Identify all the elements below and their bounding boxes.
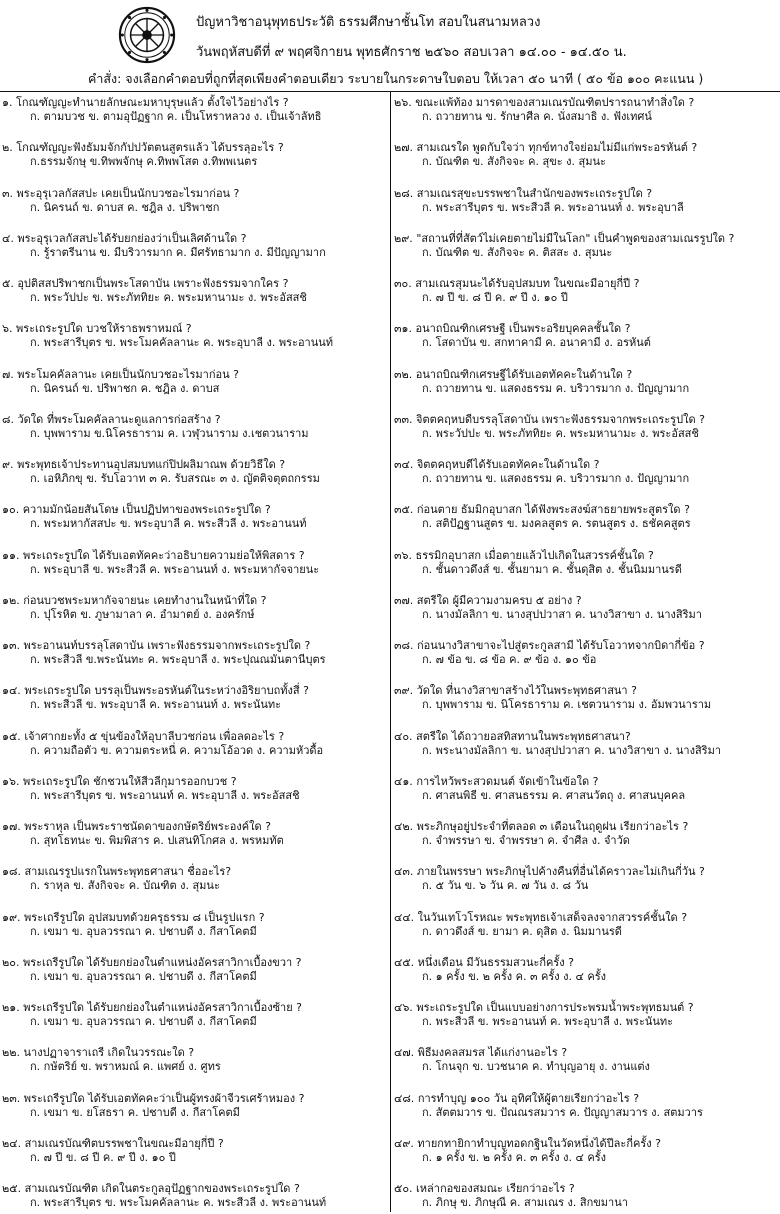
question-text: พิธีมงคลสมรส ได้แก่งานอะไร ? [417,1046,568,1060]
question-text: หนึ่งเดือน มีวันธรรมสวนะกี่ครั้ง ? [417,955,575,969]
question-text: ก่อนนางวิสาขาจะไปสู่ตระกูลสามี ได้รับโอวาทจากบิดากี่ข้อ ? [417,639,705,652]
answer-options: ก. พระสารีบุตร ข. พระโมคคัลลานะ ค. พระสีวลี ง. พระอานนท์ [30,1196,327,1209]
question-text-line [394,187,780,201]
question-item [394,1001,780,1029]
question-number: ๗. [2,367,14,381]
question-text-line [2,911,388,925]
question-item [394,141,780,169]
question-text-line [2,865,388,879]
question-number: ๓๑. [394,322,412,336]
question-number: ๔. [2,231,14,245]
question-number: ๖. [2,322,13,336]
question-number: ๓๖. [394,548,412,562]
question-number: ๔๒. [394,820,414,833]
exam-title: ปัญหาวิชาอนุพุทธประวัติ ธรรมศึกษาชั้นโท สอบในสนามหลวง [196,15,541,30]
question-text: พระเถรีรูปใด ได้รับเอตทัคคะว่าเป็นผู้ทรงผ้าจีวรเศร้าหมอง ? [23,1091,305,1105]
question-text: อุปติสสปริพาชกเป็นพระโสดาบัน เพราะฟังธรรมจากใคร ? [17,277,289,290]
question-text: ก่อนบวชพระมหากัจจายนะ เคยทำงานในหน้าที่ใด ? [23,593,267,607]
answer-options: ก. พระสีวลี ข.พระนันทะ ค. พระอุบาลี ง. พระปุณณมันตานีบุตร [30,653,326,666]
answer-options: ก. สุทโธทนะ ข. พิมพิสาร ค. ปเสนทิโกศล ง. พรหมทัต [30,834,284,847]
question-text: ในวันเทโวโรหณะ พระพุทธเจ้าเสด็จลงจากสวรรค์ชั้นใด ? [417,910,688,924]
question-item [394,820,780,848]
question-text-line [394,1001,780,1015]
question-text: พระพุทธเจ้าประทานอุปสมบทแก่ปิปผลิมาณพ ด้วยวิธีใด ? [17,458,286,471]
question-item [2,911,388,939]
answer-options: ก. นิครนถ์ ข. ดาบส ค. ชฎิล ง. ปริพาชก [30,200,220,214]
answer-options: ก. จำพรรษา ข. จำพรรษา ค. จำศีล ง. จำวัด [422,834,630,847]
answer-options: ก. นางมัลลิกา ข. นางสุปปวาสา ค. นางวิสาขา ง. นางสิริมา [422,607,702,621]
question-item [2,277,388,305]
answer-options: ก. บัณฑิต ข. สังกิจจะ ค. สุขะ ง. สุมนะ [422,155,606,169]
question-number: ๑๓. [2,639,20,652]
question-number: ๓๐. [394,277,412,290]
question-item [394,775,780,803]
question-item [2,549,388,577]
answer-options: ก. กษัตริย์ ข. พราหมณ์ ค. แพศย์ ง. ศูทร [30,1060,221,1074]
question-text-line [2,1001,388,1015]
question-text-line [394,1137,780,1151]
answer-options: ก. พระสีวลี ข. พระอานนท์ ค. พระอุบาลี ง. พระนันทะ [422,1015,674,1028]
answer-options: ก. พระวัปปะ ข. พระภัททิยะ ค. พระมหานามะ ง. พระอัสสชิ [422,426,699,440]
question-item [394,458,780,486]
question-text: พระเถรีรูปใด อุปสมบทด้วยครุธรรม ๘ เป็นรูปแรก ? [24,910,265,924]
question-number: ๔๖. [394,1001,413,1014]
question-text: สตรีใด ผู้มีความงามครบ ๕ อย่าง ? [416,593,582,607]
question-item [2,322,388,350]
question-number: ๓๒. [394,367,413,381]
question-number: ๔๐. [394,729,413,743]
answer-options: ก. สติปัฏฐานสูตร ข. มงคลสูตร ค. รตนสูตร ง. ธชัคคสูตร [422,517,691,531]
answer-options: ก. โกนจุก ข. บวชนาค ค. ทำบุญอายุ ง. งานแต่ง [422,1060,650,1074]
question-number: ๑๙. [2,910,21,924]
question-number: ๓๗. [394,593,414,607]
answer-options: ก. ๗ ข้อ ข. ๘ ข้อ ค. ๙ ข้อ ง. ๑๐ ข้อ [422,653,597,666]
answer-options: ก. พระนางมัลลิกา ข. นางสุปปวาสา ค. นางวิสาขา ง. นางสิริมา [422,743,722,757]
question-item [394,413,780,441]
question-item [394,232,780,260]
question-item [2,865,388,893]
question-text: อนาถบิณฑิกเศรษฐีได้รับเอตทัคคะในด้านใด ? [415,367,633,381]
question-text-line [394,1046,780,1060]
question-number: ๒๓. [2,1091,21,1105]
answer-options: ก. พระสีวลี ข. พระอุบาลี ค. พระอานนท์ ง. พระนันทะ [30,698,282,712]
question-number: ๒๐. [2,955,20,969]
question-number: ๑๐. [2,503,20,517]
question-item [2,820,388,848]
question-text-line [2,684,388,698]
question-item [2,775,388,803]
question-text: พระภิกษุอยู่ประจำที่ตลอด ๓ เดือนในฤดูฝน เรียกว่าอะไร ? [416,820,689,833]
question-text-line [394,458,780,472]
question-item [2,232,388,260]
answer-options: ก. พระวัปปะ ข. พระภัททิยะ ค. พระมหานามะ ง. พระอัสสชิ [30,291,307,304]
answer-options: ก. ถวายทาน ข. แสดงธรรม ค. บริวารมาก ง. ปัญญามาก [422,381,690,395]
question-text: โกณฑัญญะทำนายลักษณะมหาบุรุษแล้ว ตั้งใจไว้อย่างไร ? [15,96,289,109]
question-text: เจ้าศากยะทั้ง ๕ ขุ่นข้องให้อุบาลีบวชก่อน เพื่อลดอะไร ? [24,729,285,743]
answer-options: ก. ภิกษุ ข. ภิกษุณี ค. สามเณร ง. สิกขมานา [422,1196,628,1209]
question-number: ๑๒. [2,593,20,607]
question-item [394,1092,780,1120]
question-text-line [2,503,388,517]
question-number: ๔๙. [394,1136,414,1150]
question-number: ๑๖. [2,774,20,788]
question-item [394,730,780,758]
question-number: ๓๓. [394,412,413,426]
question-item [2,187,388,215]
question-text: เหล่ากอของสมณะ เรียกว่าอะไร ? [416,1182,575,1195]
question-text: ภายในพรรษา พระภิกษุไปค้างคืนที่อื่นได้คราวละไม่เกินกี่วัน ? [416,865,705,879]
question-text-line [2,458,388,472]
question-number: ๒๗. [394,141,414,155]
question-number: ๒๕. [2,1182,22,1195]
exam-instructions: คำสั่ง: จงเลือกคำตอบที่ถูกที่สุดเพียงคำตอบเดียว ระบายในกระดาษใบตอบ ให้เวลา ๕๐ นาที ( ๕๐ ข้อ ๑๐๐ คะแนน ) [88,71,704,86]
answer-options: ก. นิครนถ์ ข. ปริพาชก ค. ชฎิล ง. ดาบส [30,381,220,395]
answer-options: ก. พระอุบาลี ข. พระสีวลี ค. พระอานนท์ ง. พระมหากัจจายนะ [30,562,320,576]
question-item [2,1092,388,1120]
question-item [394,187,780,215]
question-text: ธรรมิกอุบาสก เมื่อตายแล้วไปเกิดในสวรรค์ชั้นใด ? [415,548,654,562]
question-number: ๔๕. [394,955,415,969]
question-text: พระเถรีรูปใด ได้รับยกย่องในตำแหน่งอัครสาวิกาเบื้องซ้าย ? [23,1001,302,1014]
question-item [394,639,780,667]
question-number: ๑๑. [2,548,20,562]
question-item [394,911,780,939]
question-text-line [2,1046,388,1060]
question-text-line [2,277,388,291]
question-number: ๔๗. [394,1046,415,1060]
question-item [394,96,780,124]
answer-options: ก. พระสารีบุตร ข. พระโมคคัลลานะ ค. พระอุบาลี ง. พระอานนท์ [30,336,334,350]
question-text: ความมักน้อยสันโดษ เป็นปฏิปทาของพระเถระรูปใด ? [22,503,271,517]
question-text: พระเถระรูปใด บรรลุเป็นพระอรหันต์ในระหว่างอิริยาบถทั้งสี่ ? [24,684,309,698]
question-text: สามเณรใด พูดกับใจว่า ทุกข์ทางใจย่อมไม่มีแก่พระอรหันต์ ? [416,141,698,155]
question-text: พระเถระรูปใด ได้รับเอตทัคคะว่าอธิบายความย่อให้พิสดาร ? [22,548,305,562]
answer-options: ก. ตามบวช ข. ตามอุปัฏฐาก ค. เป็นโหราหลวง ง. เป็นเจ้าลัทธิ [30,110,322,123]
question-number: ๓. [2,186,14,200]
question-text-line [394,684,780,698]
answer-options: ก.ธรรมจักษุ ข.ทิพพจักษุ ค.ทิพพโสต ง.ทิพพเนตร [30,155,258,169]
question-text: การไหว้พระสวดมนต์ จัดเข้าในข้อใด ? [416,774,599,788]
question-number: ๒๘. [394,186,414,200]
question-text: การทำบุญ ๑๐๐ วัน อุทิศให้ผู้ตายเรียกว่าอะไร ? [417,1091,640,1105]
question-item [394,277,780,305]
question-text-line [2,820,388,834]
question-number: ๒๒. [2,1046,20,1060]
question-text-line [2,1182,388,1196]
question-text: จิตตคฤหบดีได้รับเอตทัคคะในด้านใด ? [416,458,600,471]
answer-options: ก. เขมา ข. อุบลวรรณา ค. ปชาบดี ง. กีสาโคตมี [30,1015,257,1028]
answer-options: ก. เขมา ข. อุบลวรรณา ค. ปชาบดี ง. กีสาโคตมี [30,969,257,983]
question-number: ๒. [2,141,13,155]
answer-options: ก. ๕ วัน ข. ๖ วัน ค. ๗ วัน ง. ๘ วัน [422,879,589,893]
question-item [394,503,780,531]
question-item [2,96,388,124]
question-text: วัดใด ที่นางวิสาขาสร้างไว้ในพระพุทธศาสนา ? [416,684,637,698]
answer-options: ก. ชั้นดาวดึงส์ ข. ชั้นยามา ค. ชั้นดุสิต ง. ชั้นนิมมานรดี [422,562,682,576]
question-text-line [394,820,780,834]
question-item [394,1046,780,1074]
question-number: ๒๖. [394,96,412,109]
answer-options: ก. บุพพาราม ข. นิโครธาราม ค. เชตวนาราม ง. อัมพวนาราม [422,698,712,712]
question-number: ๓๔. [394,458,414,471]
question-text-line [394,503,780,517]
question-number: ๒๙. [394,231,413,245]
answer-options: ก. ดาวดึงส์ ข. ยามา ค. ดุสิต ง. นิมมานรดี [422,924,622,938]
question-item [394,865,780,893]
question-number: ๓๘. [394,639,414,652]
question-text-line [2,413,388,427]
answer-options: ก. พระสารีบุตร ข. พระสีวลี ค. พระอานนท์ ง. พระอุบาลี [422,200,684,214]
question-text-line [2,96,388,110]
answer-options: ก. ๗ ปี ข. ๘ ปี ค. ๙ ปี ง. ๑๐ ปี [422,291,568,304]
questions-column-right [394,96,780,1210]
question-number: ๓๙. [394,684,414,698]
question-text-line [394,368,780,382]
question-item [2,639,388,667]
answer-options: ก. เขมา ข. อุบลวรรณา ค. ปชาบดี ง. กีสาโคตมี [30,924,257,938]
answer-options: ก. พระสารีบุตร ข. พระอานนท์ ค. พระอุบาลี ง. พระอัสสชิ [30,788,300,802]
question-text: สามเณรสุขะบรรพชาในสำนักของพระเถระรูปใด ? [416,186,653,200]
question-text: สามเณรสุมนะได้รับอุปสมบท ในขณะมีอายุกี่ปี ? [415,277,640,290]
answer-options: ก. ๗ ปี ข. ๘ ปี ค. ๙ ปี ง. ๑๐ ปี [30,1150,176,1164]
question-text-line [2,594,388,608]
question-text: พระอานนท์บรรลุโสดาบัน เพราะฟังธรรมจากพระเถระรูปใด ? [23,639,311,652]
question-number: ๑๕. [2,729,21,743]
question-text-line [394,96,780,110]
question-text: พระเถระรูปใด ชักชวนให้สีวลีกุมารออกบวช ? [22,774,237,788]
answer-options: ก. ปุโรหิต ข. ภูษามาลา ค. อำมาตย์ ง. องครักษ์ [30,607,255,621]
question-text-line [2,730,388,744]
question-text: จิตตคฤหบดีบรรลุโสดาบัน เพราะฟังธรรมจากพระเถระรูปใด ? [416,412,705,426]
question-number: ๔๘. [394,1091,415,1105]
question-item [2,594,388,622]
question-number: ๒๑. [2,1001,20,1014]
question-text: ขณะแพ้ท้อง มารดาของสามเณรบัณฑิตปรารถนาทำสิ่งใด ? [415,96,695,109]
question-number: ๑. [2,96,13,109]
question-text-line [394,911,780,925]
question-text: นางปฏาจาราเถรี เกิดในวรรณะใด ? [23,1046,195,1060]
answer-options: ก. ๑ ครั้ง ข. ๒ ครั้ง ค. ๓ ครั้ง ง. ๔ ครั้ง [422,969,606,983]
question-number: ๒๔. [2,1136,22,1150]
question-text-line [394,594,780,608]
question-text-line [2,322,388,336]
answer-options: ก. โสดาบัน ข. สกทาคามี ค. อนาคามี ง. อรหันต์ [422,336,651,350]
dharma-wheel-seal-icon [118,6,176,64]
question-text-line [394,956,780,970]
question-item [2,413,388,441]
question-text-line [2,141,388,155]
question-text: พระเถระรูปใด บวชให้ราธพราหมณ์ ? [15,322,192,336]
question-text: พระโมคคัลลานะ เคยเป็นนักบวชอะไรมาก่อน ? [17,367,239,381]
question-text: โกณฑัญญะฟังธัมมจักกัปปวัตตนสูตรแล้ว ได้บรรลุอะไร ? [16,141,284,155]
question-item [394,1137,780,1165]
question-item [2,684,388,712]
question-text: ก่อนตาย ธัมมิกอุบาสก ได้ฟังพระสงฆ์สาธยายพระสูตรใด ? [416,503,690,517]
question-number: ๔๔. [394,910,415,924]
question-text-line [2,639,388,653]
question-text: พระอุรุเวลกัสสปะได้รับยกย่องว่าเป็นเลิศด้านใด ? [17,231,247,245]
question-text-line [394,1092,780,1106]
question-number: ๕๐. [394,1182,413,1195]
questions-column-left [2,96,388,1210]
question-text: พระเถระรูปใด เป็นแบบอย่างการประพรมน้ำพระพุทธมนต์ ? [416,1001,694,1014]
question-number: ๔๑. [394,774,413,788]
question-text-line [2,956,388,970]
question-text-line [394,549,780,563]
question-text: อนาถบิณฑิกเศรษฐี เป็นพระอริยบุคคลชั้นใด ? [415,322,631,336]
question-number: ๑๔. [2,684,21,698]
answer-options: ก. ถวายทาน ข. รักษาศีล ค. นั่งสมาธิ ง. ฟังเทศน์ [422,110,652,123]
question-item [2,956,388,984]
question-item [2,730,388,758]
question-item [2,503,388,531]
exam-header [0,0,780,95]
question-text-line [2,187,388,201]
question-item [2,458,388,486]
question-text: สามเณรบัณฑิต เกิดในตระกูลอุปัฏฐากของพระเถระรูปใด ? [24,1182,300,1195]
answer-options: ก. รู้ราตรีนาน ข. มีบริวารมาก ค. มีศรัทธามาก ง. มีปัญญามาก [30,245,326,259]
question-text: สามเณรรูปแรกในพระพุทธศาสนา ชื่ออะไร? [24,865,232,879]
question-text-line [2,232,388,246]
question-text-line [394,865,780,879]
answer-options: ก. เขมา ข. ยโสธรา ค. ปชาบดี ง. กีสาโคตมี [30,1105,240,1119]
question-text-line [394,141,780,155]
question-item [394,1182,780,1210]
question-text-line [394,730,780,744]
question-text-line [2,775,388,789]
question-item [2,368,388,396]
question-item [2,1182,388,1210]
answer-options: ก. สัตตมวาร ข. ปัณณรสมวาร ค. ปัญญาสมวาร ง. สตมวาร [422,1105,703,1119]
question-item [2,1046,388,1074]
question-item [2,1137,388,1165]
question-text-line [394,639,780,653]
question-text-line [394,322,780,336]
column-divider [390,92,391,1212]
question-item [2,1001,388,1029]
answer-options: ก. ถวายทาน ข. แสดงธรรม ค. บริวารมาก ง. ปัญญามาก [422,472,690,485]
question-text: สตรีใด ได้ถวายอสทิสทานในพระพุทธศาสนา? [416,729,631,743]
question-text-line [394,775,780,789]
question-text: ทายกทายิกาทำบุญทอดกฐินในวัดหนึ่งได้ปีละกี่ครั้ง ? [417,1136,661,1150]
question-item [394,684,780,712]
question-text: "สถานที่ที่สัตว์ไม่เคยตายไม่มีในโลก" เป็นคำพูดของสามเณรรูปใด ? [416,231,735,245]
answer-options: ก. บัณฑิต ข. สังกิจจะ ค. ติสสะ ง. สุมนะ [422,245,613,259]
question-number: ๓๕. [394,503,414,517]
question-text: สามเณรบัณฑิตบรรพชาในขณะมีอายุกี่ปี ? [24,1136,224,1150]
question-item [394,594,780,622]
question-item [2,141,388,169]
exam-datetime: วันพฤหัสบดีที่ ๙ พฤศจิกายน พุทธศักราช ๒๕๖๐ สอบเวลา ๑๔.๐๐ - ๑๔.๕๐ น. [196,45,627,60]
question-item [394,322,780,350]
question-text: พระเถรีรูปใด ได้รับยกย่องในตำแหน่งอัครสาวิกาเบื้องขวา ? [22,955,302,969]
question-text-line [394,232,780,246]
answer-options: ก. บุพพาราม ข.นิโครธาราม ค. เวฬุวนาราม ง.เชตวนาราม [30,426,309,440]
question-number: ๘. [2,412,14,426]
question-text-line [394,413,780,427]
question-text-line [394,1182,780,1196]
question-text-line [2,1092,388,1106]
question-text-line [2,1137,388,1151]
answer-options: ก. เอหิภิกขุ ข. รับโอวาท ๓ ค. รับสรณะ ๓ ง. ญัตติจตุตถกรรม [30,472,320,485]
answer-options: ก. ศาสนพิธี ข. ศาสนธรรม ค. ศาสนวัตถุ ง. ศาสนบุคคล [422,788,686,802]
question-text: พระราหุล เป็นพระราชนัดดาของกษัตริย์พระองค์ใด ? [24,820,271,833]
question-item [394,549,780,577]
question-text-line [2,549,388,563]
question-text: พระอุรุเวลกัสสปะ เคยเป็นนักบวชอะไรมาก่อน ? [16,186,240,200]
question-number: ๔๓. [394,865,414,879]
question-number: ๙. [2,458,14,471]
question-text: วัดใด ที่พระโมคคัลลานะดูแลการก่อสร้าง ? [17,412,221,426]
question-number: ๕. [2,277,14,290]
answer-options: ก. ๑ ครั้ง ข. ๒ ครั้ง ค. ๓ ครั้ง ง. ๔ ครั้ง [422,1150,606,1164]
question-text-line [2,368,388,382]
answer-options: ก. ความถือตัว ข. ความตระหนี่ ค. ความโอ้อวด ง. ความหัวดื้อ [30,743,324,757]
answer-options: ก. พระมหากัสสปะ ข. พระอุบาลี ค. พระสีวลี ง. พระอานนท์ [30,517,307,531]
question-number: ๑๗. [2,820,21,833]
answer-options: ก. ราหุล ข. สังกิจจะ ค. บัณฑิต ง. สุมนะ [30,879,220,893]
question-number: ๑๘. [2,865,21,879]
question-item [394,956,780,984]
question-item [394,368,780,396]
question-text-line [394,277,780,291]
